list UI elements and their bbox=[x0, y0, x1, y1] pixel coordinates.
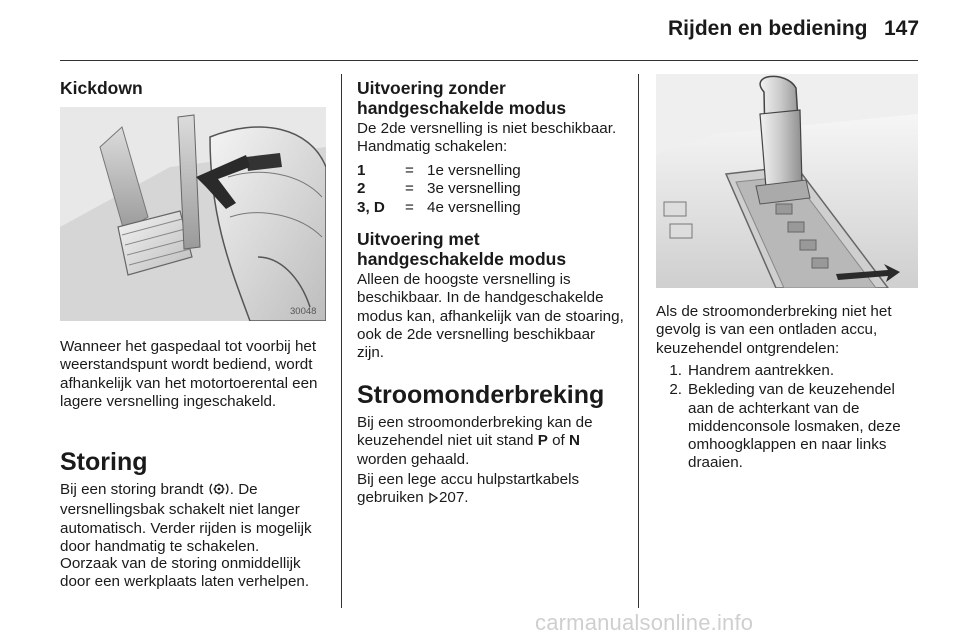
storing-text-start: Bij een storing brandt bbox=[60, 481, 208, 498]
stand-p: P bbox=[537, 432, 548, 450]
pedal-drawing bbox=[60, 107, 326, 321]
kickdown-pedal-illustration bbox=[60, 107, 326, 321]
stroom-text-start: Bij een stroomonderbreking kan de keuzehendel niet uit stand bbox=[357, 414, 593, 450]
gear-value: 3e versnelling bbox=[427, 180, 521, 198]
column-divider-1 bbox=[341, 74, 342, 608]
page-number: 147 bbox=[884, 17, 920, 40]
step-number: 2. bbox=[669, 381, 682, 399]
heading-met-handmodus: Uitvoering met handgeschakelde modus bbox=[357, 229, 567, 269]
transmission-warning-icon bbox=[208, 482, 230, 501]
gear-key: 1 bbox=[357, 162, 366, 179]
heading-zonder-handmodus: Uitvoering zonder handgeschakelde modus bbox=[357, 78, 567, 118]
header-rule bbox=[60, 60, 918, 61]
gear-equals: = bbox=[405, 162, 414, 179]
unlock-steps-list bbox=[656, 362, 922, 474]
gear-selector-illustration bbox=[656, 74, 918, 288]
gear-equals: = bbox=[405, 180, 414, 198]
watermark: carmanualsonline.info bbox=[535, 610, 754, 635]
gear-value: 1e versnelling bbox=[427, 162, 521, 179]
storing-paragraph bbox=[60, 481, 330, 556]
storing-cause-paragraph: Oorzaak van de storing onmiddellijk door een werkplaats laten verhelpen. bbox=[60, 555, 310, 591]
met-paragraph: Alleen de hoogste versnelling is beschikbaar. In de handgeschakelde modus kan, afhankelijk van de stoaring, ook de 2de versnelling beschikbaar zijn. bbox=[357, 271, 624, 362]
accu-text: Bij een lege accu hulpstartkabels gebruiken bbox=[357, 471, 580, 507]
figure-number: 30048 bbox=[290, 306, 317, 317]
page-reference-link[interactable]: 207. bbox=[438, 489, 469, 507]
list-item bbox=[656, 381, 922, 472]
heading-stroomonderbreking: Stroomonderbreking bbox=[357, 381, 605, 409]
stand-n: N bbox=[568, 432, 580, 450]
list-item bbox=[656, 362, 922, 380]
step-text: Handrem aantrekken. bbox=[688, 362, 835, 379]
gear-value: 4e versnelling bbox=[427, 198, 521, 216]
selector-drawing bbox=[656, 74, 918, 288]
gear-row bbox=[357, 180, 625, 198]
stroom-text-of: of bbox=[547, 432, 569, 450]
gear-key: 2 bbox=[357, 180, 366, 198]
kickdown-paragraph: Wanneer het gaspedaal tot voorbij het weerstandspunt wordt bediend, wordt afhankelijk van het motortoerental een lagere versnelling ingeschakeld. bbox=[60, 338, 318, 410]
running-header-title: Rijden en bediening bbox=[668, 17, 868, 40]
column-divider-2 bbox=[638, 74, 639, 608]
step-number: 1. bbox=[669, 362, 682, 379]
accu-paragraph bbox=[357, 471, 625, 510]
gear-row bbox=[357, 162, 625, 180]
stroom-text-end: worden gehaald. bbox=[357, 450, 470, 468]
gear-equals: = bbox=[405, 198, 414, 216]
unlock-intro-paragraph: Als de stroomonderbreking niet het gevolg is van een ontladen accu, keuzehendel ontgrendelen: bbox=[656, 303, 892, 357]
heading-storing: Storing bbox=[60, 448, 148, 476]
stroom-paragraph bbox=[357, 414, 625, 469]
gear-key: 3, D bbox=[357, 198, 385, 216]
storing-text-end: . De versnellingsbak schakelt niet langer automatisch. Verder rijden is mogelijk door handmatig te schakelen. bbox=[60, 481, 312, 555]
gear-row bbox=[357, 199, 625, 217]
page-reference-triangle-icon bbox=[428, 491, 439, 509]
gear-definition-list bbox=[357, 162, 625, 217]
zonder-paragraph: De 2de versnelling is niet beschikbaar. Handmatig schakelen: bbox=[357, 120, 617, 156]
step-text: Bekleding van de keuzehendel aan de achterkant van de middenconsole losmaken, deze omhoogklappen en naar links draaien. bbox=[688, 381, 901, 472]
heading-kickdown: Kickdown bbox=[60, 78, 143, 98]
